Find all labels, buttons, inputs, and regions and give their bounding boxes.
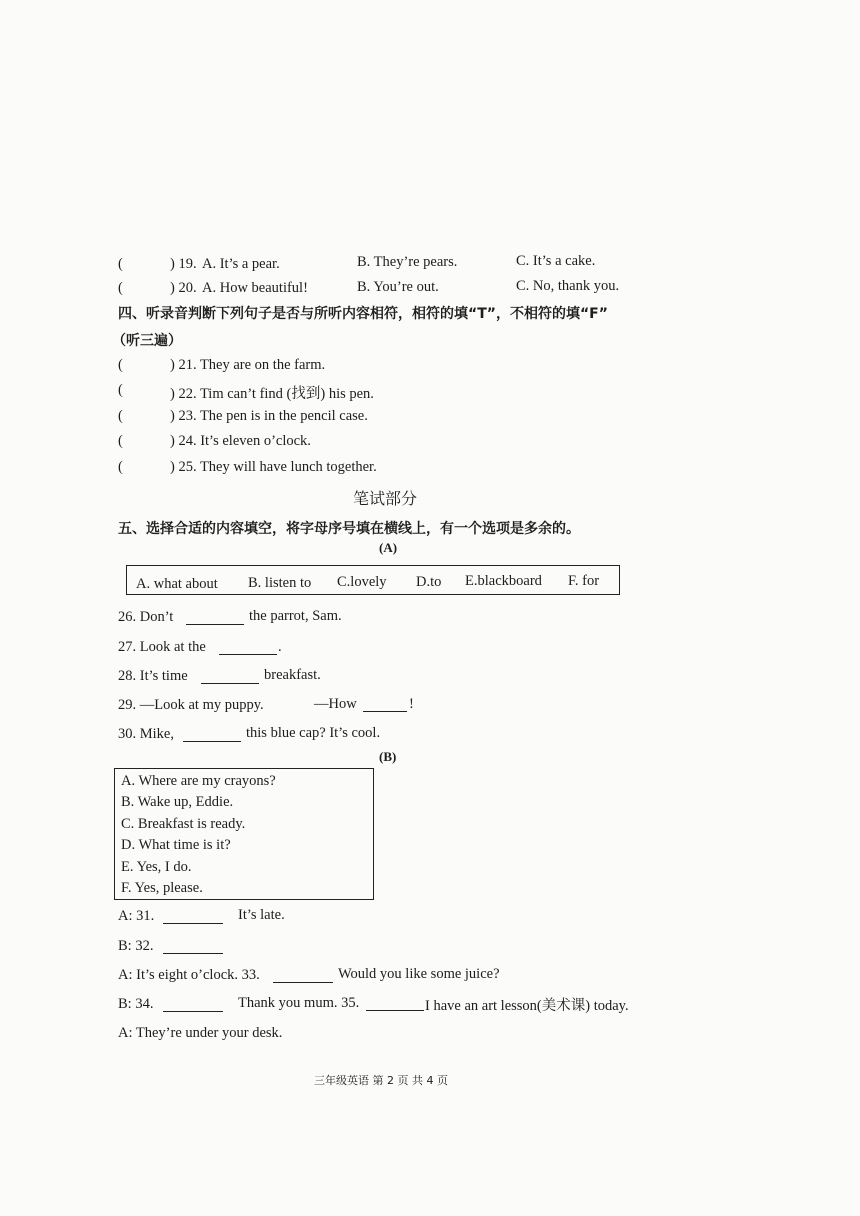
dialogue-31-prefix: A: 31. xyxy=(118,908,155,924)
section-5-heading: 五、选择合适的内容填空，将字母序号填在横线上，有一个选项是多余的。 xyxy=(118,521,580,537)
written-section-title: 笔试部分 xyxy=(353,489,418,508)
question-29-prefix: 29. —Look at my puppy. xyxy=(118,697,264,713)
question-20-number: ) 20. xyxy=(170,280,197,296)
q20-option-b: B. You’re out. xyxy=(357,279,439,295)
page-footer: 三年级英语 第 2 页 共 4 页 xyxy=(314,1074,448,1087)
q20-option-c: C. No, thank you. xyxy=(516,278,620,294)
question-24: ) 24. It’s eleven o’clock. xyxy=(170,433,311,449)
question-23: ) 23. The pen is in the pencil case. xyxy=(170,408,368,424)
question-22: ) 22. Tim can’t find (找到) his pen. xyxy=(170,386,374,402)
sentence-option-b: B. Wake up, Eddie. xyxy=(121,794,234,810)
sentence-option-d: D. What time is it? xyxy=(121,837,231,853)
answer-paren: ( xyxy=(118,382,123,398)
dialogue-final-line: A: They’re under your desk. xyxy=(118,1025,283,1041)
q19-option-b: B. They’re pears. xyxy=(357,254,458,270)
answer-blank-29[interactable] xyxy=(363,697,407,712)
question-26-suffix: the parrot, Sam. xyxy=(249,608,342,624)
dialogue-32-prefix: B: 32. xyxy=(118,938,154,954)
dialogue-34-prefix: B: 34. xyxy=(118,996,154,1012)
section-4-subheading: （听三遍） xyxy=(112,333,182,349)
word-option-b: B. listen to xyxy=(248,575,312,591)
answer-blank-35[interactable] xyxy=(366,996,424,1011)
answer-blank-27[interactable] xyxy=(219,640,277,655)
sentence-option-c: C. Breakfast is ready. xyxy=(121,816,246,832)
sentence-option-a: A. Where are my crayons? xyxy=(121,773,276,789)
question-26-prefix: 26. Don’t xyxy=(118,609,174,625)
part-a-label: (A) xyxy=(379,540,398,555)
question-30-suffix: this blue cap? It’s cool. xyxy=(246,725,381,741)
question-21: ) 21. They are on the farm. xyxy=(170,357,326,373)
answer-blank-26[interactable] xyxy=(186,610,244,625)
sentence-option-f: F. Yes, please. xyxy=(121,880,203,896)
question-25: ) 25. They will have lunch together. xyxy=(170,459,377,475)
answer-blank-34[interactable] xyxy=(163,997,223,1012)
question-27-prefix: 27. Look at the xyxy=(118,639,206,655)
dialogue-35-prefix: Thank you mum. 35. xyxy=(238,995,360,1011)
word-option-d: D.to xyxy=(416,574,442,590)
answer-paren: ( xyxy=(118,459,123,475)
q19-option-c: C. It’s a cake. xyxy=(516,253,596,269)
question-28-suffix: breakfast. xyxy=(264,667,321,683)
word-option-c: C.lovely xyxy=(337,574,387,590)
question-29-suffix: ! xyxy=(409,696,414,712)
answer-blank-28[interactable] xyxy=(201,669,259,684)
answer-paren: ( xyxy=(118,357,123,373)
dialogue-35-suffix: I have an art lesson(美术课) today. xyxy=(425,998,629,1014)
answer-paren: ( xyxy=(118,280,123,296)
word-option-e: E.blackboard xyxy=(465,573,542,589)
answer-paren: ( xyxy=(118,256,123,272)
section-4-heading: 四、听录音判断下列句子是否与所听内容相符，相符的填“T”，不相符的填“F” xyxy=(118,306,608,322)
answer-blank-30[interactable] xyxy=(183,727,241,742)
word-option-f: F. for xyxy=(568,573,600,589)
answer-blank-32[interactable] xyxy=(163,939,223,954)
dialogue-33-prefix: A: It’s eight o’clock. 33. xyxy=(118,967,260,983)
part-b-label: (B) xyxy=(379,749,397,764)
question-19-number: ) 19. xyxy=(170,256,197,272)
answer-paren: ( xyxy=(118,408,123,424)
question-27-suffix: . xyxy=(278,639,282,655)
sentence-option-e: E. Yes, I do. xyxy=(121,859,192,875)
question-28-prefix: 28. It’s time xyxy=(118,668,188,684)
q20-option-a: A. How beautiful! xyxy=(202,280,308,296)
answer-blank-33[interactable] xyxy=(273,968,333,983)
dialogue-31-suffix: It’s late. xyxy=(238,907,285,923)
word-option-a: A. what about xyxy=(136,576,218,592)
dialogue-33-suffix: Would you like some juice? xyxy=(338,966,500,982)
question-30-prefix: 30. Mike, xyxy=(118,726,174,742)
answer-paren: ( xyxy=(118,433,123,449)
question-29-middle: —How xyxy=(314,696,357,712)
q19-option-a: A. It’s a pear. xyxy=(202,256,280,272)
answer-blank-31[interactable] xyxy=(163,909,223,924)
